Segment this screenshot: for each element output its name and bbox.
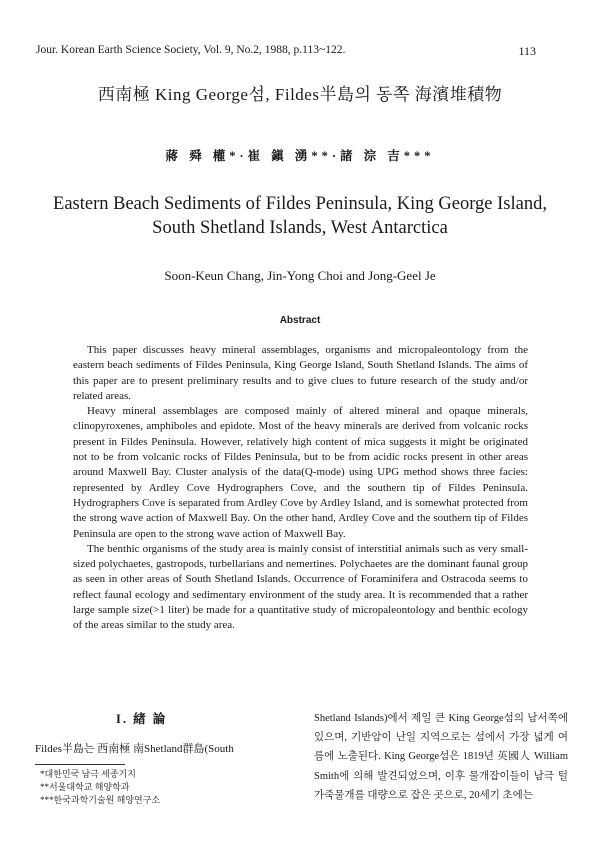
section-heading: I. 緖 論 <box>116 712 168 726</box>
abstract-body <box>73 343 528 634</box>
abstract-heading: Abstract <box>279 315 321 326</box>
english-title: Eastern Beach Sediments of Fildes Peninsula, King George Island, South Shetland Islands, West Antarctica <box>53 194 547 238</box>
english-authors: Soon-Keun Chang, Jin-Yong Choi and Jong-Geel Je <box>164 268 436 283</box>
abstract-paragraph: This paper discusses heavy mineral assemblages, organisms and micropaleontology from the eastern beach sediments of Fildes Peninsula, King George Island, South Shetland Islands. The aims of this paper are to present preliminary results and to give clues to future research of the study and/or related areas. <box>73 344 528 402</box>
korean-authors: 蔣 舜 權*·崔 鎭 湧**·諸 淙 吉*** <box>165 149 435 163</box>
abstract-paragraph: Heavy mineral assemblages are composed mainly of altered mineral and opaque minerals, clinopyroxenes, amphiboles and epidote. Most of the heavy minerals are derived from volcanic rocks present in Fildes Peninsula. However, relatively high content of mica suggests it might be originated not to be from volcanic rocks of Fildes Peninsula, but to be from acidic rocks present in other areas around Maxwell Bay. Cluster analysis of the data(Q-mode) using UPG method shows three facies: represented by Ardley Cove Hydrographers Cove, and the southern tip of Fildes Peninsula. Hydrographers Cove is separated from Ardley Cove by Ardley Island, and is somewhat protected from the strong wave action of Maxwell Bay. On the other hand, Ardley Cove and the southern tip of Fildes Peninsula are open to the strong wave action of Maxwell Bay. <box>73 405 528 540</box>
korean-title: 西南極 King George섬, Fildes半島의 동쪽 海濱堆積物 <box>97 85 503 104</box>
left-column-text: Fildes半島는 西南極 南Shetland群島(South <box>35 743 234 755</box>
footnote: *대한민국 남극 세종기지 <box>40 769 136 779</box>
right-column-text: Shetland Islands)에서 제일 큰 King George섬의 남서쪽에 있으며, 기반암이 난일 지역으로는 섬에서 가장 넓게 여름에 노출된다. King George섬은 1819년 英國人 William Smith에 의해 발견되었으며, 이후 물개잡이들이 남극 털가죽물개를 대량으로 잡은 곳으로, 20세기 초에는 <box>314 713 568 801</box>
footnotes <box>40 768 290 807</box>
footnote: **서울대학교 해양학과 <box>40 782 130 792</box>
footnote-divider <box>35 764 125 765</box>
footnote: ***한국과학기술원 해양연구소 <box>40 795 161 805</box>
page-number: 113 <box>518 44 536 58</box>
abstract-paragraph: The benthic organisms of the study area is mainly consist of interstitial animals such as very small-sized polychaetes, gastropods, turbellarians and nemertines. Polychaetes are the dominant faunal group as seen in other areas of South Shetland Islands. Occurrence of Foraminifera and Ostracoda seems to reflect faunal ecology and sedimentary environment of the study area. It is recommended that a rather large sample size(>1 liter) be made for a quantitative study of micropaleontology and benthic ecology of the areas similar to the study area. <box>73 542 528 632</box>
journal-citation: Jour. Korean Earth Science Society, Vol. 9, No.2, 1988, p.113~122. <box>36 44 346 56</box>
running-header <box>36 44 536 59</box>
